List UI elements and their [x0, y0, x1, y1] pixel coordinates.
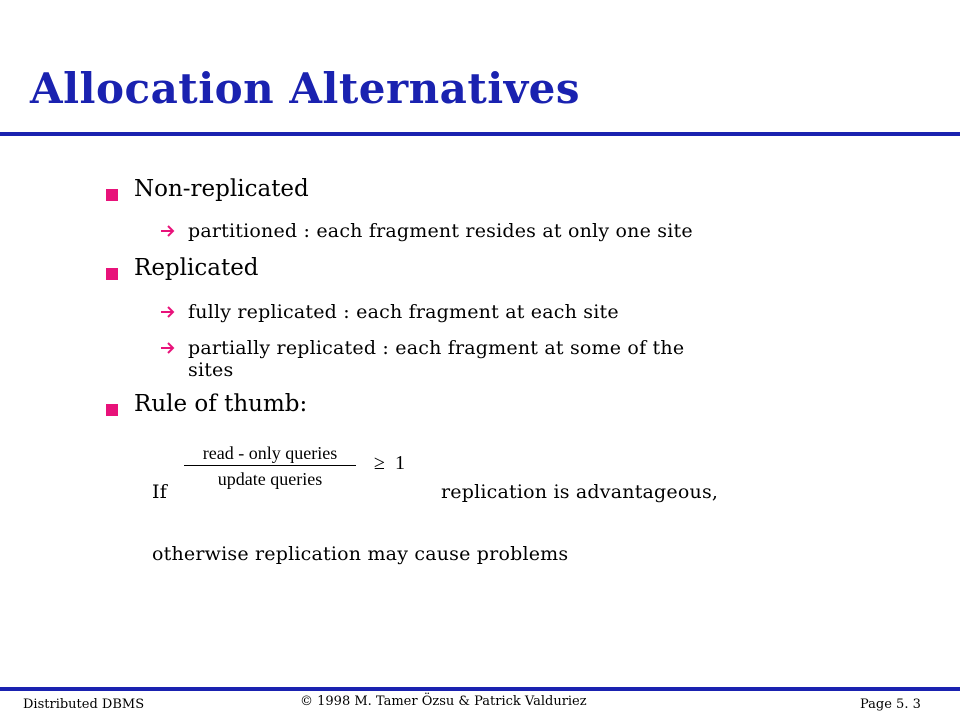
bullet-square-icon — [106, 189, 118, 201]
ratio-fraction — [184, 442, 356, 490]
rule-consequence: replication is advantageous, — [441, 481, 719, 503]
footer-course: Distributed DBMS — [23, 697, 145, 712]
bullet-rule-of-thumb: Rule of thumb: — [134, 391, 308, 417]
fraction-numerator: read - only queries — [202, 443, 338, 463]
title-divider — [0, 132, 960, 136]
subitem-partially-replicated-cont: sites — [188, 359, 234, 381]
slide-title: Allocation Alternatives — [30, 64, 580, 113]
subitem-partitioned: partitioned : each fragment resides at only one site — [188, 220, 693, 242]
bullet-non-replicated: Non-replicated — [134, 176, 309, 202]
bullet-square-icon — [106, 404, 118, 416]
bullet-square-icon — [106, 268, 118, 280]
rule-otherwise: otherwise replication may cause problems — [152, 543, 569, 565]
right-arrow-icon — [160, 304, 176, 320]
inequality — [374, 452, 405, 475]
threshold-value: 1 — [394, 452, 405, 474]
rule-if: If — [152, 481, 167, 503]
subitem-fully-replicated: fully replicated : each fragment at each site — [188, 301, 619, 323]
footer-divider — [0, 687, 960, 691]
fraction-bar — [184, 465, 356, 466]
subitem-partially-replicated: partially replicated : each fragment at some of the — [188, 337, 685, 359]
footer-copyright: © 1998 M. Tamer Özsu & Patrick Valduriez — [300, 694, 587, 709]
right-arrow-icon — [160, 340, 176, 356]
greater-equal-symbol: ≥ — [374, 452, 385, 474]
right-arrow-icon — [160, 223, 176, 239]
footer-page-number: Page 5. 3 — [860, 697, 921, 712]
fraction-denominator: update queries — [217, 469, 323, 489]
bullet-replicated: Replicated — [134, 255, 259, 281]
